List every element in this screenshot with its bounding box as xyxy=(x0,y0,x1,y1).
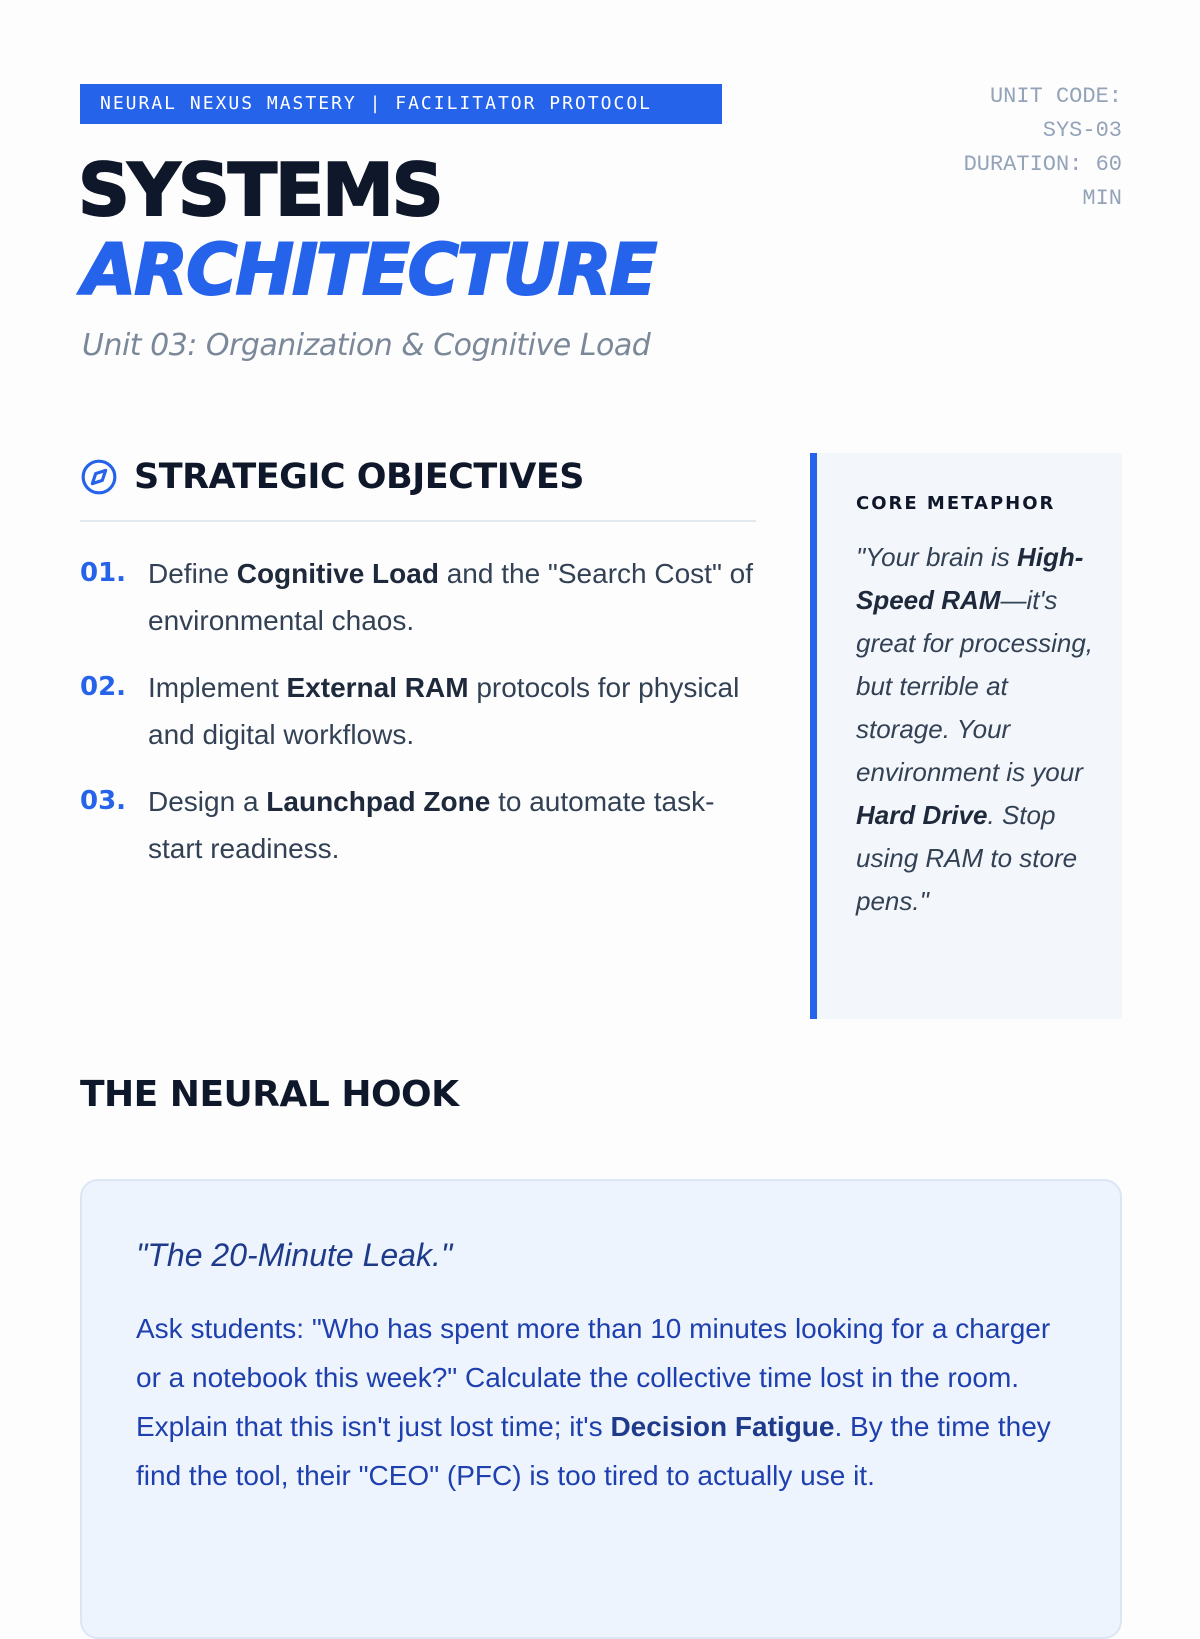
title-line-1: SYSTEMS xyxy=(78,148,442,232)
objectives-list xyxy=(80,550,756,872)
objectives-title: STRATEGIC OBJECTIVES xyxy=(134,457,584,497)
duration-label: DURATION: xyxy=(963,152,1083,177)
objective-number: 03. xyxy=(80,786,127,816)
program-tag: NEURAL NEXUS MASTERY | FACILITATOR PROTOCOL xyxy=(80,84,722,124)
duration-row xyxy=(932,148,1122,182)
objectives-divider xyxy=(80,520,756,522)
neural-hook-body: Ask students: "Who has spent more than 10 minutes looking for a charger or a notebook this week?" Calculate the collective time lost in the room. Explain that this isn't just lost time; it's Decision Fatigue. By the time they find the tool, their "CEO" (PFC) is too tired to actually use it. xyxy=(136,1313,1051,1491)
neural-hook-card xyxy=(80,1179,1122,1639)
objectives-section xyxy=(80,454,756,892)
neural-hook-title: THE NEURAL HOOK xyxy=(80,1074,459,1115)
core-metaphor-label: CORE METAPHOR xyxy=(856,493,1056,514)
unit-meta xyxy=(932,80,1122,216)
objective-item xyxy=(80,550,756,644)
neural-hook-quote: "The 20-Minute Leak." xyxy=(136,1237,453,1273)
objective-number: 02. xyxy=(80,672,127,702)
unit-code: SYS-03 xyxy=(1042,118,1122,143)
objective-text: Design a Launchpad Zone to automate task-start readiness. xyxy=(148,786,715,864)
objective-text: Define Cognitive Load and the "Search Cost" of environmental chaos. xyxy=(148,558,754,636)
objective-text: Implement External RAM protocols for physical and digital workflows. xyxy=(148,672,740,750)
duration-unit: MIN xyxy=(1082,186,1122,211)
unit-code-label: UNIT CODE: xyxy=(989,84,1122,109)
objective-item xyxy=(80,778,756,872)
page-subtitle: Unit 03: Organization & Cognitive Load xyxy=(82,328,651,363)
compass-icon xyxy=(80,458,118,496)
core-metaphor-card xyxy=(810,453,1122,1019)
objectives-header xyxy=(80,454,756,500)
title-line-2: ARCHITECTURE xyxy=(82,229,656,311)
core-metaphor-quote: "Your brain is High-Speed RAM—it's great for processing, but terrible at storage. Your environment is your Hard Drive. Stop using RAM to store pens." xyxy=(856,542,1094,916)
objective-item xyxy=(80,664,756,758)
duration-value: 60 xyxy=(1095,152,1122,177)
objective-number: 01. xyxy=(80,558,127,588)
